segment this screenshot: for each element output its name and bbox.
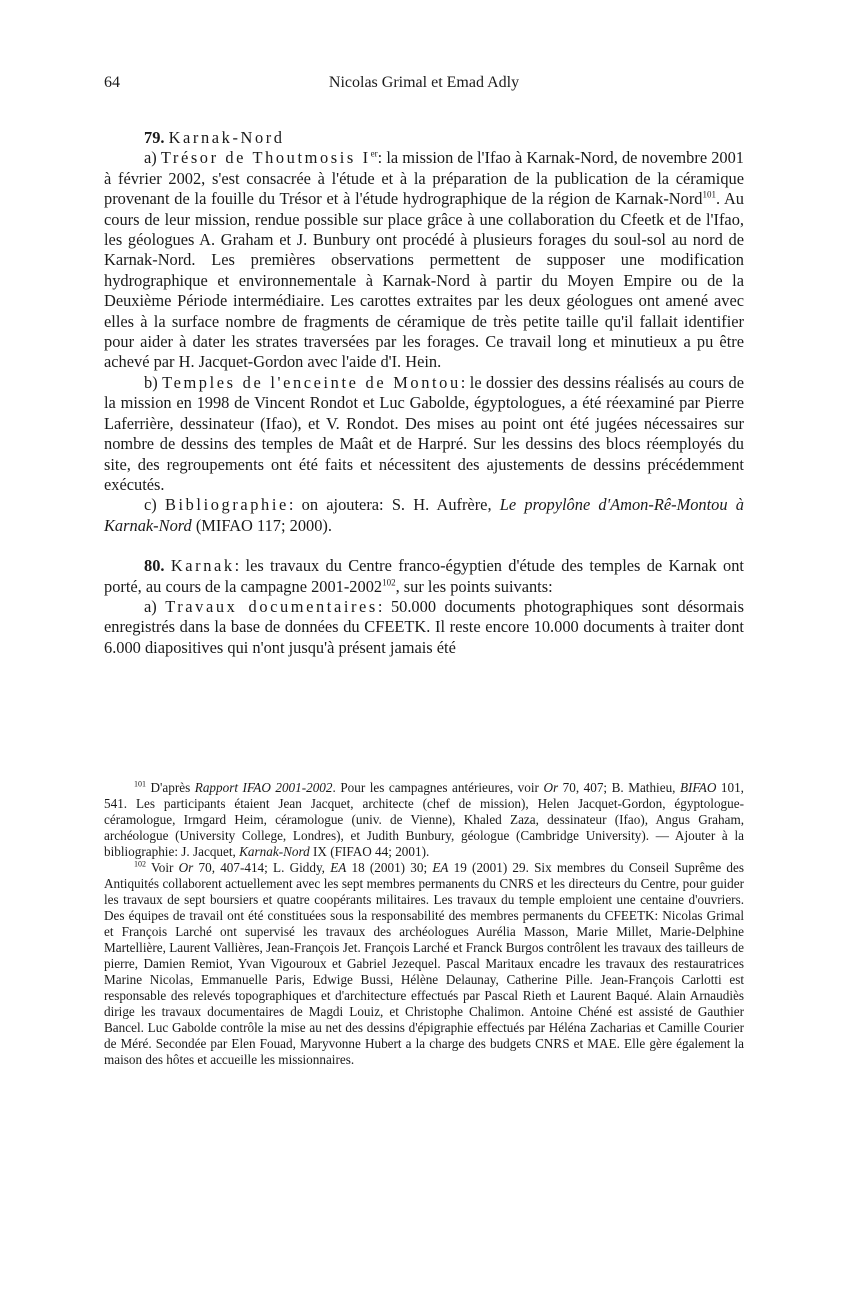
footnote-102 — [104, 860, 744, 1068]
item-label: a) — [144, 596, 166, 616]
footnote-italic: Rapport IFAO 2001-2002 — [194, 780, 333, 795]
paragraph-text: : les travaux du Centre franco-égyptien d'étude des temples de Karnak ont porté, au cours de la campagne 2001-2002 — [104, 556, 744, 596]
footnote-text: 70, 407-414; L. Giddy, — [193, 860, 331, 875]
item-label: a) — [144, 148, 161, 168]
footnote-text: D'après — [146, 780, 195, 795]
footnote-italic: EA — [432, 860, 449, 875]
section-79-heading — [104, 128, 744, 148]
subsection-heading: Temples de l'enceinte de Montou — [162, 372, 461, 392]
footnote-text: 101, 541. Les participants étaient Jean Jacquet, architecte (chef de mission), Helen Jacquet-Gordon, égyptologue-céramologue, Irmgard Heim, céramologue (univ. de Vienne), Khaled Zaza, dessinateur (Ifao), Angus Graham, archéologue (University College, Londres), et Judith Bunbury, géologue (Cambridge University). — Ajouter à la bibliographie: J. Jacquet, — [104, 780, 744, 859]
page-number: 64 — [104, 74, 120, 91]
paragraph-text: (MIFAO 117; 2000). — [191, 515, 332, 535]
paragraph-80a — [104, 597, 744, 658]
footnote-text: 18 (2001) 30; — [346, 860, 433, 875]
section-number: 80. — [144, 556, 165, 576]
footnote-text: Voir — [146, 860, 179, 875]
section-number: 79. — [144, 128, 165, 147]
superscript: er — [370, 148, 378, 159]
subsection-heading: Bibliographie — [164, 495, 289, 515]
paragraph-79b — [104, 373, 744, 495]
paragraph-text: : on ajoutera: S. H. Aufrère, — [288, 495, 500, 515]
paragraph-79c — [104, 495, 744, 536]
footnote-text: IX (FIFAO 44; 2001). — [309, 844, 430, 859]
main-text — [104, 128, 744, 658]
footnote-italic: Or — [178, 860, 194, 875]
footnote-mark: 102 — [134, 859, 146, 869]
item-label: b) — [144, 372, 163, 392]
footnote-text: . Pour les campagnes antérieures, voir — [332, 780, 544, 795]
book-title: Le propylône d'Amon-Rê-Montou à Karnak-Nord — [104, 495, 744, 535]
footnote-text: 19 (2001) 29. Six membres du Conseil Suprême des Antiquités collaborent actuellement avec les sept membres permanents du CNRS et les directeurs du Centre, pour guider les travaux de sept boursiers et quatre coopérants militaires. Les travaux du temple emploient une centaine d'ouvriers. Des équipes de travail ont été constituées sous la responsabilité des membres permanents du CFEETK: Nicolas Grimal et François Larché ont supervisé les travaux des archéologues Aurélia Masson, Marie Millet, Marie-Delphine Martellière, Laurent Vallières, Jean-François Jet. François Larché et Franck Burgos contrôlent les travaux des tailleurs de pierre, Damien Remiot, Yvan Vigouroux et Gabriel Jezequel. Pascal Maritaux encadre les travaux des restauratrices Marine Nicolas, Emmanuelle Paris, Edwige Bussi, Hélène Delaunay, Catherine Pille. Jean-François Carlotti est responsable des relevés topographiques et d'architecture effectués par Pascal Rieth et Laurent Baqué. Alain Arnaudiès dirige les travaux documentaires de Magdi Louiz, et Christophe Chalimon. Antoine Chéné est assisté de Gauthier Bancel. Luc Gabolde contrôle la mise au net des dessins d'épigraphie effectués par Héléna Zacharias et Camille Courier de Méré. Secondée par Elen Fouad, Maryvonne Hubert a la charge des budgets CNRS et MAE. Elle gère également la maison des hôtes et accueille les missionnaires. — [104, 860, 744, 1067]
page-header — [104, 74, 744, 96]
footnote-italic: BIFAO — [679, 780, 717, 795]
section-title: Karnak-Nord — [168, 128, 285, 147]
running-head: Nicolas Grimal et Emad Adly — [328, 74, 520, 91]
footnote-101 — [104, 780, 744, 860]
paragraph-text: : 50.000 documents photographiques sont désormais enregistrés dans la base de données du CFEETK. Il reste encore 10.000 documents à traiter dont 6.000 diapositives qui n'ont jusqu'à présent jamais été — [104, 596, 744, 657]
footnote-text: 70, 407; B. Mathieu, — [558, 780, 680, 795]
footnote-italic: Or — [543, 780, 559, 795]
footnotes — [104, 780, 744, 1068]
footnote-ref-102: 102 — [382, 577, 396, 588]
paragraph-text: : le dossier des dessins réalisés au cours de la mission en 1998 de Vincent Rondot et Luc Gabolde, égyptologues, a été réexaminé par Pierre Laferrière, dessinateur (Ifao), et V. Rondot. Des mises au point ont été jugées nécessaires sur nombre de dessins des temples de Maât et de Harpré. Sur les dessins des blocs réemployés du site, des regroupements ont été faits et nécessitent des ajustements de dessins précédemment exécutés. — [104, 372, 744, 494]
footnote-mark: 101 — [134, 779, 146, 789]
paragraph-80 — [104, 556, 744, 597]
subsection-heading: Trésor de Thoutmosis I — [160, 148, 371, 168]
footnote-ref-101: 101 — [702, 189, 716, 200]
subsection-heading: Travaux documentaires — [165, 596, 378, 616]
paragraph-text: : la mission de l'Ifao à Karnak-Nord, de novembre 2001 à février 2002, s'est consacrée à l'étude et à la préparation de la publication de la céramique provenant de la fouille du Trésor et à l'étude hydrographique de la région de Karnak-Nord — [104, 148, 744, 209]
paragraph-79a — [104, 148, 744, 372]
paragraph-text: , sur les points suivants: — [395, 576, 553, 596]
footnote-italic: EA — [330, 860, 347, 875]
footnote-italic: Karnak-Nord — [239, 844, 310, 859]
item-label: c) — [144, 495, 165, 515]
section-title: Karnak — [170, 556, 235, 576]
paragraph-text: . Au cours de leur mission, rendue possible sur place grâce à une collaboration du Cfeetk et de l'Ifao, les géologues A. Graham et J. Bunbury ont procédé à plusieurs forages du soul-sol au nord de Karnak-Nord. Les premières observations permettent de supposer une modification hydrographique et environnementale à Karnak-Nord à partir du Moyen Empire ou de la Deuxième Période intermédiaire. Les carottes extraites par les deux géologues ont amené avec elles à la surface nombre de fragments de céramique de très petite taille qu'il fallait identifier pour aider à dater les strates traversées par les forages. Ce travail long et minutieux a pu être achevé par H. Jacquet-Gordon avec l'aide d'I. Hein. — [104, 189, 744, 372]
